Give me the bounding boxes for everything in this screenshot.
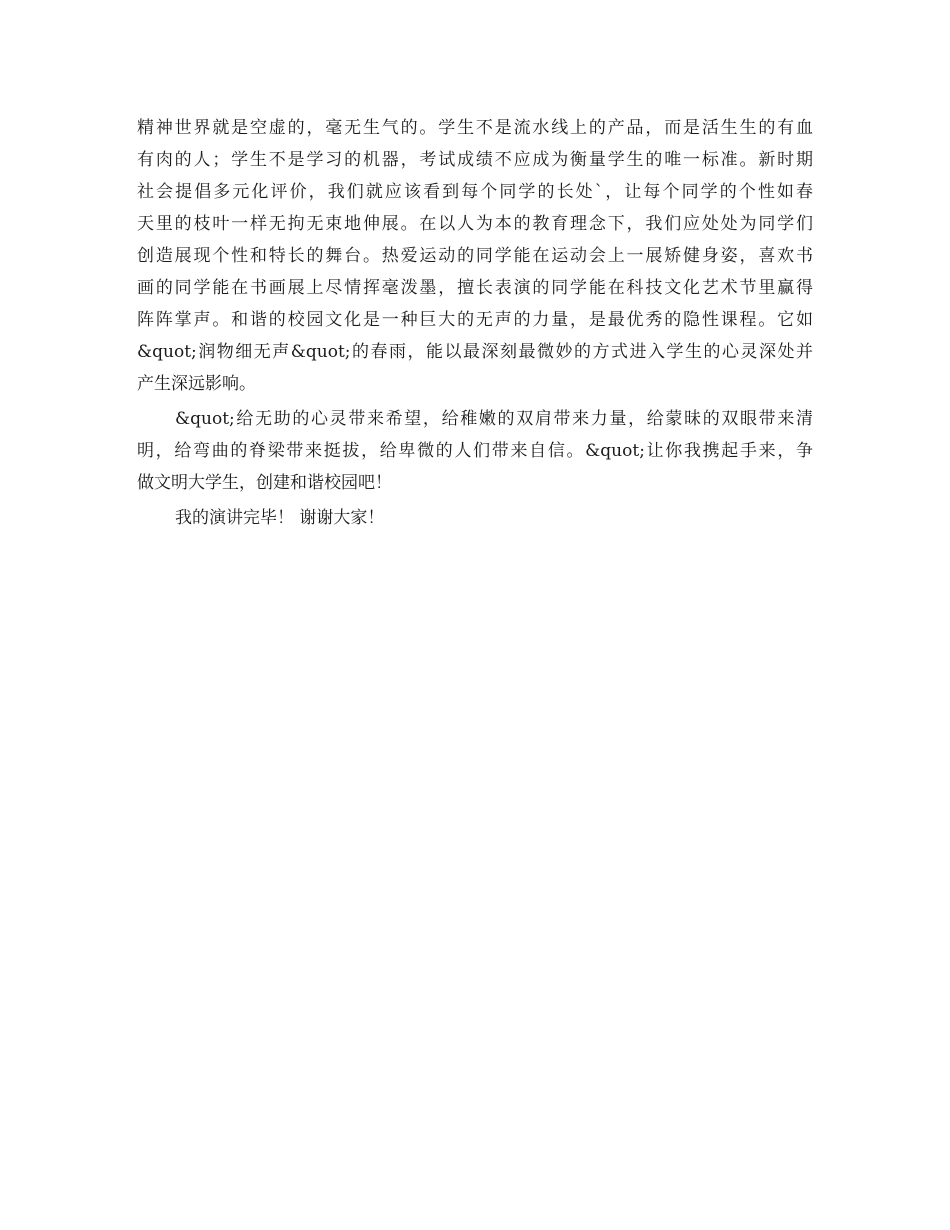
text-line: 阵阵掌声。和谐的校园文化是一种巨大的无声的力量，是最优秀的隐性课程。它如	[137, 310, 813, 330]
text-line: 天里的枝叶一样无拘无束地伸展。在以人为本的教育理念下，我们应处处为同学们	[137, 214, 813, 234]
text-line: 精神世界就是空虚的，毫无生气的。学生不是流水线上的产品，而是活生生的有血	[137, 118, 813, 138]
document-body	[137, 112, 813, 534]
paragraph	[137, 403, 813, 499]
text-line: 画的同学能在书画展上尽情挥毫泼墨，擅长表演的同学能在科技文化艺术节里赢得	[137, 278, 813, 298]
closing-line: 我的演讲完毕！ 谢谢大家！	[175, 508, 385, 528]
text-line: 创造展现个性和特长的舞台。热爱运动的同学能在运动会上一展矫健身姿，喜欢书	[137, 246, 813, 266]
text-line: 有肉的人；学生不是学习的机器，考试成绩不应成为衡量学生的唯一标准。新时期	[137, 150, 813, 170]
paragraph	[137, 502, 813, 534]
text-line: &quot;润物细无声&quot;的春雨，能以最深刻最微妙的方式进入学生的心灵深处并	[137, 342, 813, 362]
text-line: 产生深远影响。	[137, 374, 256, 394]
paragraph	[137, 112, 813, 400]
text-line: 明，给弯曲的脊梁带来挺拔，给卑微的人们带来自信。&quot;让你我携起手来，争	[137, 441, 813, 461]
text-line: 做文明大学生，创建和谐校园吧！	[137, 473, 392, 493]
text-line: &quot;给无助的心灵带来希望，给稚嫩的双肩带来力量，给蒙昧的双眼带来清	[175, 409, 813, 429]
text-line: 社会提倡多元化评价，我们就应该看到每个同学的长处`，让每个同学的个性如春	[137, 182, 813, 202]
